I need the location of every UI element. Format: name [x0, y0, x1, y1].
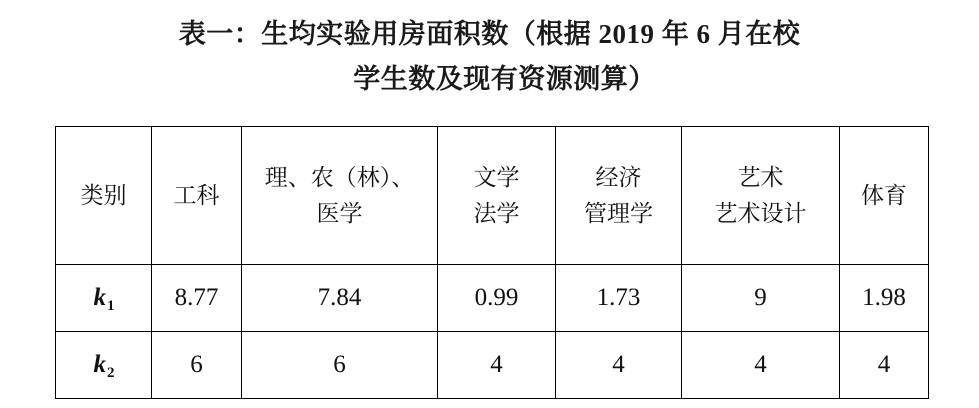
table-header-row	[56, 127, 929, 265]
header-economics-line-1: 经济	[595, 164, 642, 190]
header-economics-line-2: 管理学	[584, 200, 653, 226]
header-art-line-2: 艺术设计	[714, 200, 807, 226]
table-row	[56, 265, 929, 332]
cell-k1-science: 7.84	[242, 265, 438, 332]
header-liberal-line-1: 文学	[473, 164, 520, 190]
cell-k2-economics: 4	[556, 332, 682, 399]
cell-k2-pe: 4	[840, 332, 929, 399]
cell-k2-liberal: 4	[438, 332, 556, 399]
table-row	[56, 332, 929, 399]
row-label-k1-base: k	[93, 284, 106, 311]
cell-k1-art: 9	[682, 265, 840, 332]
header-liberal-arts	[438, 127, 556, 265]
table-container	[55, 126, 928, 399]
cell-k1-economics: 1.73	[556, 265, 682, 332]
cell-k1-liberal: 0.99	[438, 265, 556, 332]
header-category: 类别	[56, 127, 152, 265]
header-liberal-line-2: 法学	[473, 200, 520, 226]
area-data-table	[55, 126, 929, 399]
header-economics	[556, 127, 682, 265]
row-label-k2-sub: 2	[107, 365, 115, 381]
cell-k1-pe: 1.98	[840, 265, 929, 332]
cell-k2-art: 4	[682, 332, 840, 399]
cell-k2-engineering: 6	[152, 332, 242, 399]
title-line-1: 表一：生均实验用房面积数（根据 2019 年 6 月在校	[178, 19, 801, 49]
header-science	[242, 127, 438, 265]
row-label-k2	[56, 332, 152, 399]
header-science-line-2: 医学	[316, 200, 363, 226]
row-label-k1	[56, 265, 152, 332]
row-label-k2-base: k	[93, 351, 106, 378]
header-science-line-1: 理、农（林）、	[264, 164, 415, 190]
page-title	[0, 0, 979, 101]
header-engineering: 工科	[152, 127, 242, 265]
row-label-k1-sub: 1	[107, 298, 115, 314]
header-art	[682, 127, 840, 265]
header-physical-education: 体育	[840, 127, 929, 265]
cell-k1-engineering: 8.77	[152, 265, 242, 332]
title-line-2: 学生数及现有资源测算）	[353, 63, 656, 94]
cell-k2-science: 6	[242, 332, 438, 399]
header-art-line-1: 艺术	[737, 164, 784, 190]
